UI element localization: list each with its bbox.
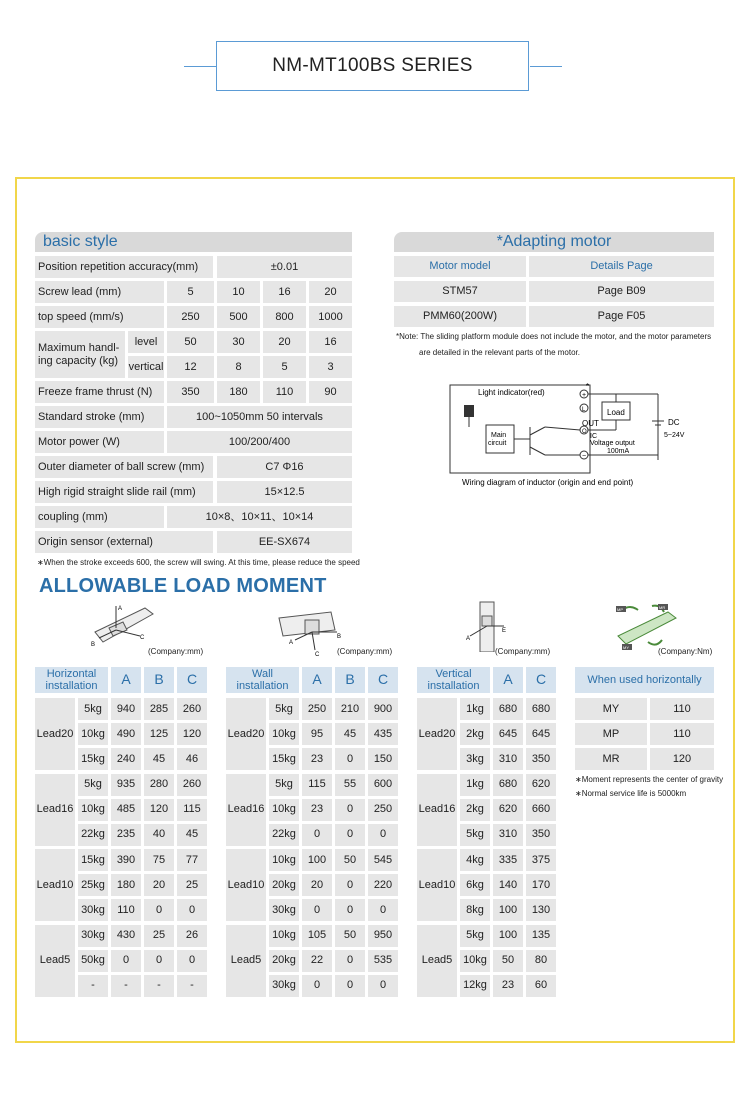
vertical-value-cell: 350 xyxy=(526,748,556,770)
moment-name-cell: MY xyxy=(575,698,647,720)
axis-b-label: B xyxy=(91,642,96,648)
wall-value-cell: 0 xyxy=(335,748,365,770)
transistor-emitter xyxy=(530,447,545,455)
wall-value-cell: 50 xyxy=(335,925,365,947)
wall-weight-cell: 30kg xyxy=(269,899,299,921)
row-label: Screw lead (mm) xyxy=(35,281,164,303)
vertical-lead-cell: Lead5 xyxy=(417,925,457,997)
axis-a-label: A xyxy=(466,636,471,642)
horizontal-value-cell: 0 xyxy=(144,950,174,972)
wall-install-diagram xyxy=(275,608,345,656)
horizontal-value-cell: 940 xyxy=(111,698,141,720)
row-value: C7 Φ16 xyxy=(217,456,352,478)
header-line-2: installation xyxy=(45,680,98,692)
row-value: 20 xyxy=(263,331,306,353)
company-unit-wall: (Company:mm) xyxy=(337,647,393,656)
dc-label: DC xyxy=(668,418,680,427)
vertical-value-cell: 310 xyxy=(493,824,523,846)
row-label: Position repetition accuracy(mm) xyxy=(35,256,213,278)
vertical-value-cell: 100 xyxy=(493,899,523,921)
wall-value-cell: 950 xyxy=(368,925,398,947)
vertical-weight-cell: 12kg xyxy=(460,975,490,997)
wall-value-cell: 20 xyxy=(302,874,332,896)
motor-col-header: Motor model xyxy=(394,256,526,277)
vertical-value-cell: 375 xyxy=(526,849,556,871)
row-value: ±0.01 xyxy=(217,256,352,278)
row-value: 16 xyxy=(309,331,352,353)
horizontal-weight-cell: 10kg xyxy=(78,799,108,821)
axis-c-line xyxy=(312,632,315,650)
light-indicator-icon xyxy=(464,405,474,417)
row-sublabel: level xyxy=(128,331,164,353)
title-line-right xyxy=(530,66,562,67)
vertical-weight-cell: 5kg xyxy=(460,824,490,846)
horizontal-lead-cell: Lead20 xyxy=(35,698,75,770)
wall-value-cell: 0 xyxy=(335,799,365,821)
vertical-weight-cell: 2kg xyxy=(460,799,490,821)
row-value: 350 xyxy=(167,381,214,403)
horizontal-use-heading: When used horizontally xyxy=(575,667,714,693)
horizontal-value-cell: 25 xyxy=(177,874,207,896)
horizontal-value-cell: 40 xyxy=(144,824,174,846)
row-value: 10 xyxy=(217,281,260,303)
load-label: Load xyxy=(607,408,625,417)
horizontal-col-header: A xyxy=(111,667,141,693)
wiring-diagram xyxy=(440,375,700,490)
horizontal-value-cell: 0 xyxy=(177,950,207,972)
header-line-2: installation xyxy=(236,680,289,692)
horizontal-weight-cell: 30kg xyxy=(78,925,108,947)
horizontal-weight-cell: 5kg xyxy=(78,698,108,720)
motor-note-line1: *Note: The sliding platform module does not include the motor, and the motor parameters xyxy=(396,332,712,341)
vertical-weight-cell: 1kg xyxy=(460,774,490,796)
horizontal-lead-cell: Lead16 xyxy=(35,774,75,846)
row-value: 1000 xyxy=(309,306,352,328)
wall-value-cell: 23 xyxy=(302,748,332,770)
vertical-weight-cell: 8kg xyxy=(460,899,490,921)
transistor-collector xyxy=(530,427,545,435)
wall-value-cell: 0 xyxy=(368,899,398,921)
row-sublabel: vertical xyxy=(128,356,164,378)
wall-weight-cell: 30kg xyxy=(269,975,299,997)
axis-c-label: C xyxy=(140,635,145,641)
row-value: 20 xyxy=(309,281,352,303)
header-line-1: Horizontal xyxy=(46,667,97,680)
row-value: 30 xyxy=(217,331,260,353)
horizontal-weight-cell: - xyxy=(78,975,108,997)
wiring-caption: Wiring diagram of inductor (origin and end point) xyxy=(462,478,634,487)
horizontal-col-header: B xyxy=(144,667,174,693)
wall-value-cell: 535 xyxy=(368,950,398,972)
allowable-load-moment-heading: ALLOWABLE LOAD MOMENT xyxy=(39,575,327,597)
row-label: Motor power (W) xyxy=(35,431,164,453)
wall-value-cell: 0 xyxy=(335,950,365,972)
row-value: 50 xyxy=(167,331,214,353)
vertical-value-cell: 50 xyxy=(493,950,523,972)
vertical-value-cell: 100 xyxy=(493,925,523,947)
row-label: Outer diameter of ball screw (mm) xyxy=(35,456,213,478)
row-value: 10×8、10×11、10×14 xyxy=(167,506,352,528)
horizontal-value-cell: 260 xyxy=(177,698,207,720)
company-unit-nm: (Company:Nm) xyxy=(658,647,713,656)
vertical-value-cell: 680 xyxy=(526,698,556,720)
horizontal-value-cell: 285 xyxy=(144,698,174,720)
vertical-weight-cell: 3kg xyxy=(460,748,490,770)
ic-label: IC xyxy=(590,433,597,440)
vertical-weight-cell: 5kg xyxy=(460,925,490,947)
horizontal-value-cell: - xyxy=(144,975,174,997)
wall-weight-cell: 10kg xyxy=(269,849,299,871)
terminal-plus-label: + xyxy=(582,392,587,399)
wall-value-cell: 95 xyxy=(302,723,332,745)
motor-page-cell: Page F05 xyxy=(529,306,714,327)
horizontal-weight-cell: 50kg xyxy=(78,950,108,972)
moment-direction-diagram xyxy=(612,602,682,652)
header-line-1: Wall xyxy=(252,667,273,680)
axis-a-label: A xyxy=(118,606,123,612)
horizontal-value-cell: 46 xyxy=(177,748,207,770)
vertical-value-cell: 170 xyxy=(526,874,556,896)
wall-value-cell: 0 xyxy=(335,874,365,896)
horizontal-value-cell: 75 xyxy=(144,849,174,871)
wall-col-header: A xyxy=(302,667,332,693)
horizontal-value-cell: - xyxy=(111,975,141,997)
wall-value-cell: 0 xyxy=(335,975,365,997)
row-label: Maximum handl-ing capacity (kg) xyxy=(35,331,125,378)
basic-style-note: ∗When the stroke exceeds 600, the screw will swing. At this time, please reduce the speed xyxy=(37,558,360,567)
horizontal-value-cell: 490 xyxy=(111,723,141,745)
wall-value-cell: 105 xyxy=(302,925,332,947)
terminal-o-label: O xyxy=(582,429,587,435)
horizontal-value-cell: 0 xyxy=(177,899,207,921)
wall-value-cell: 0 xyxy=(368,975,398,997)
wall-weight-cell: 15kg xyxy=(269,748,299,770)
horizontal-value-cell: 45 xyxy=(144,748,174,770)
horizontal-value-cell: 280 xyxy=(144,774,174,796)
wall-weight-cell: 10kg xyxy=(269,799,299,821)
wall-col-header: B xyxy=(335,667,365,693)
horizontal-value-cell: 390 xyxy=(111,849,141,871)
horizontal-value-cell: 20 xyxy=(144,874,174,896)
horizontal-lead-cell: Lead10 xyxy=(35,849,75,921)
vertical-value-cell: 140 xyxy=(493,874,523,896)
company-unit-vertical: (Company:mm) xyxy=(495,647,551,656)
terminal-minus-label: − xyxy=(582,453,587,460)
horizontal-value-cell: 110 xyxy=(111,899,141,921)
vertical-value-cell: 645 xyxy=(493,723,523,745)
wall-value-cell: 150 xyxy=(368,748,398,770)
vertical-table-header xyxy=(417,667,490,693)
wall-weight-cell: 22kg xyxy=(269,824,299,846)
main-circuit-label-2: circuit xyxy=(488,440,507,447)
vertical-install-diagram xyxy=(460,600,520,652)
horizontal-value-cell: 125 xyxy=(144,723,174,745)
horizontal-value-cell: 115 xyxy=(177,799,207,821)
wall-value-cell: 23 xyxy=(302,799,332,821)
vertical-value-cell: 680 xyxy=(493,774,523,796)
horizontal-col-header: C xyxy=(177,667,207,693)
terminal-l-label: L xyxy=(582,407,586,413)
wall-value-cell: 0 xyxy=(335,899,365,921)
rail-body xyxy=(618,612,676,644)
vertical-lead-cell: Lead20 xyxy=(417,698,457,770)
moment-note-1: ∗Moment represents the center of gravity xyxy=(575,775,724,784)
wall-lead-cell: Lead16 xyxy=(226,774,266,846)
moment-value-cell: 120 xyxy=(650,748,714,770)
wall-value-cell: 115 xyxy=(302,774,332,796)
horizontal-value-cell: 45 xyxy=(177,824,207,846)
vertical-weight-cell: 2kg xyxy=(460,723,490,745)
horizontal-value-cell: 430 xyxy=(111,925,141,947)
motor-model-cell: STM57 xyxy=(394,281,526,302)
wall-weight-cell: 20kg xyxy=(269,950,299,972)
horizontal-value-cell: 235 xyxy=(111,824,141,846)
row-value: 5 xyxy=(263,356,306,378)
wall-weight-cell: 20kg xyxy=(269,874,299,896)
vertical-value-cell: 620 xyxy=(493,799,523,821)
my-marker-label: MY xyxy=(623,645,629,650)
row-value: 8 xyxy=(217,356,260,378)
vertical-weight-cell: 10kg xyxy=(460,950,490,972)
vertical-value-cell: 60 xyxy=(526,975,556,997)
vertical-lead-cell: Lead10 xyxy=(417,849,457,921)
my-rotation-arrow xyxy=(648,640,662,645)
vertical-value-cell: 135 xyxy=(526,925,556,947)
wall-weight-cell: 10kg xyxy=(269,925,299,947)
vertical-col-header: C xyxy=(526,667,556,693)
vertical-value-cell: 335 xyxy=(493,849,523,871)
row-value: EE-SX674 xyxy=(217,531,352,553)
rail-body xyxy=(480,602,494,652)
horizontal-value-cell: 0 xyxy=(144,899,174,921)
mp-marker-label: MP xyxy=(617,607,623,612)
wall-value-cell: 0 xyxy=(335,824,365,846)
moment-value-cell: 110 xyxy=(650,698,714,720)
vertical-weight-cell: 1kg xyxy=(460,698,490,720)
wall-table-header xyxy=(226,667,299,693)
row-value: 5 xyxy=(167,281,214,303)
page-title-text: NM-MT100BS SERIES xyxy=(272,55,473,76)
horizontal-weight-cell: 5kg xyxy=(78,774,108,796)
horizontal-value-cell: 935 xyxy=(111,774,141,796)
motor-page-cell: Page B09 xyxy=(529,281,714,302)
horizontal-weight-cell: 22kg xyxy=(78,824,108,846)
row-label: High rigid straight slide rail (mm) xyxy=(35,481,213,503)
wall-value-cell: 55 xyxy=(335,774,365,796)
wall-weight-cell: 10kg xyxy=(269,723,299,745)
moment-name-cell: MR xyxy=(575,748,647,770)
horizontal-weight-cell: 25kg xyxy=(78,874,108,896)
row-label: coupling (mm) xyxy=(35,506,164,528)
ma-label: 100mA xyxy=(607,448,630,455)
row-label: Standard stroke (mm) xyxy=(35,406,164,428)
row-value: 180 xyxy=(217,381,260,403)
wall-lead-cell: Lead10 xyxy=(226,849,266,921)
wall-value-cell: 0 xyxy=(302,824,332,846)
wall-value-cell: 250 xyxy=(368,799,398,821)
row-value: 100~1050mm 50 intervals xyxy=(167,406,352,428)
horizontal-value-cell: 485 xyxy=(111,799,141,821)
horizontal-table-header xyxy=(35,667,108,693)
wall-value-cell: 22 xyxy=(302,950,332,972)
horizontal-install-diagram xyxy=(85,602,155,650)
horizontal-value-cell: 260 xyxy=(177,774,207,796)
dc-voltage-label: 5~24V xyxy=(664,432,685,439)
horizontal-value-cell: 25 xyxy=(144,925,174,947)
wall-weight-cell: 5kg xyxy=(269,774,299,796)
vertical-value-cell: 620 xyxy=(526,774,556,796)
light-indicator-label: Light indicator(red) xyxy=(478,388,545,397)
vertical-value-cell: 350 xyxy=(526,824,556,846)
wall-value-cell: 435 xyxy=(368,723,398,745)
row-value: 100/200/400 xyxy=(167,431,352,453)
vertical-value-cell: 80 xyxy=(526,950,556,972)
moment-value-cell: 110 xyxy=(650,723,714,745)
main-circuit-label-1: Main xyxy=(491,432,507,439)
wall-value-cell: 600 xyxy=(368,774,398,796)
wall-value-cell: 220 xyxy=(368,874,398,896)
out-label: OUT xyxy=(582,419,599,428)
title-line-left xyxy=(184,66,216,67)
motor-col-header: Details Page xyxy=(529,256,714,277)
vertical-value-cell: 23 xyxy=(493,975,523,997)
vertical-value-cell: 680 xyxy=(493,698,523,720)
adapting-motor-heading: *Adapting motor xyxy=(394,232,714,252)
vertical-col-header: A xyxy=(493,667,523,693)
row-value: 12 xyxy=(167,356,214,378)
wall-value-cell: 45 xyxy=(335,723,365,745)
header-line-2: installation xyxy=(427,680,480,692)
axis-b-label: B xyxy=(337,634,342,640)
mr-marker-label: MR xyxy=(659,605,666,610)
row-value: 16 xyxy=(263,281,306,303)
vertical-weight-cell: 4kg xyxy=(460,849,490,871)
row-label: top speed (mm/s) xyxy=(35,306,164,328)
horizontal-value-cell: 77 xyxy=(177,849,207,871)
motor-note-line2: are detailed in the relevant parts of the motor. xyxy=(419,348,580,357)
vertical-value-cell: 660 xyxy=(526,799,556,821)
row-label: Origin sensor (external) xyxy=(35,531,213,553)
axis-e-label: E xyxy=(502,628,507,634)
wall-value-cell: 50 xyxy=(335,849,365,871)
wire xyxy=(545,427,580,430)
moment-name-cell: MP xyxy=(575,723,647,745)
horizontal-value-cell: 240 xyxy=(111,748,141,770)
row-label: Freeze frame thrust (N) xyxy=(35,381,164,403)
horizontal-value-cell: 120 xyxy=(144,799,174,821)
horizontal-value-cell: 120 xyxy=(177,723,207,745)
header-line-1: Vertical xyxy=(435,667,472,680)
wall-value-cell: 0 xyxy=(368,824,398,846)
main-circuit-box xyxy=(486,425,514,453)
vertical-value-cell: 130 xyxy=(526,899,556,921)
horizontal-lead-cell: Lead5 xyxy=(35,925,75,997)
wall-value-cell: 210 xyxy=(335,698,365,720)
horizontal-value-cell: 26 xyxy=(177,925,207,947)
horizontal-weight-cell: 15kg xyxy=(78,748,108,770)
wall-value-cell: 0 xyxy=(302,899,332,921)
row-value: 800 xyxy=(263,306,306,328)
vertical-value-cell: 310 xyxy=(493,748,523,770)
row-value: 250 xyxy=(167,306,214,328)
vertical-weight-cell: 6kg xyxy=(460,874,490,896)
wall-col-header: C xyxy=(368,667,398,693)
row-value: 15×12.5 xyxy=(217,481,352,503)
company-unit-horizontal: (Company:mm) xyxy=(148,647,204,656)
star-mark: * xyxy=(586,382,590,391)
page-title xyxy=(216,41,529,91)
basic-style-heading: basic style xyxy=(35,232,352,252)
wall-weight-cell: 5kg xyxy=(269,698,299,720)
horizontal-weight-cell: 30kg xyxy=(78,899,108,921)
wall-lead-cell: Lead5 xyxy=(226,925,266,997)
axis-a-label: A xyxy=(289,640,294,646)
horizontal-weight-cell: 10kg xyxy=(78,723,108,745)
row-value: 500 xyxy=(217,306,260,328)
horizontal-weight-cell: 15kg xyxy=(78,849,108,871)
wall-value-cell: 545 xyxy=(368,849,398,871)
slider-block xyxy=(482,616,492,626)
row-value: 110 xyxy=(263,381,306,403)
wall-value-cell: 0 xyxy=(302,975,332,997)
voltage-output-label: Voltage output xyxy=(590,440,635,447)
horizontal-value-cell: 0 xyxy=(111,950,141,972)
vertical-value-cell: 645 xyxy=(526,723,556,745)
motor-model-cell: PMM60(200W) xyxy=(394,306,526,327)
wall-value-cell: 250 xyxy=(302,698,332,720)
wall-value-cell: 100 xyxy=(302,849,332,871)
horizontal-value-cell: - xyxy=(177,975,207,997)
wall-lead-cell: Lead20 xyxy=(226,698,266,770)
vertical-lead-cell: Lead16 xyxy=(417,774,457,846)
moment-note-2: ∗Normal service life is 5000km xyxy=(575,789,687,798)
horizontal-value-cell: 180 xyxy=(111,874,141,896)
row-value: 3 xyxy=(309,356,352,378)
row-value: 90 xyxy=(309,381,352,403)
axis-c-label: C xyxy=(315,652,320,656)
wall-value-cell: 900 xyxy=(368,698,398,720)
